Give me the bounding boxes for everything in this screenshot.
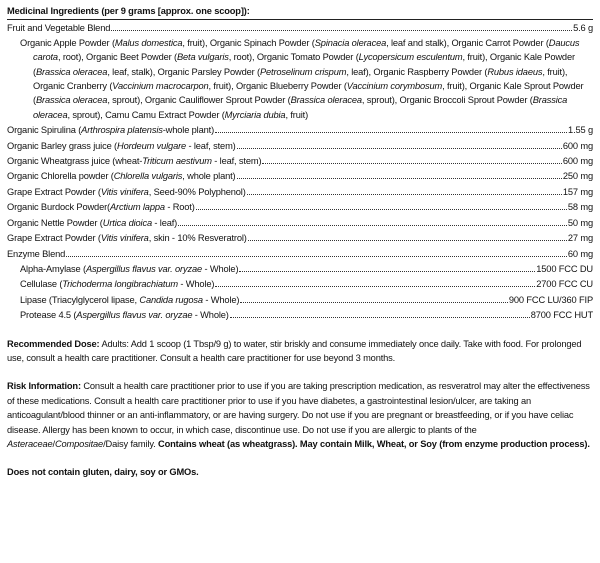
ingredient-amount: 157 mg bbox=[562, 186, 593, 197]
dot-leader bbox=[215, 122, 567, 133]
blend-desc-line: (Brassica oleracea, leaf, stalk), Organic Parsley Powder (Petroselinum crispum, leaf), Organic Raspberry Powder (Rubus idaeus, fruit), bbox=[33, 66, 568, 77]
dot-leader bbox=[215, 276, 535, 287]
ingredient-row bbox=[7, 230, 593, 245]
enzyme-name: Protease 4.5 (Aspergillus flavus var. oryzae - Whole) bbox=[20, 310, 229, 321]
spacer bbox=[7, 451, 593, 465]
enzyme-amount: 900 FCC LU/360 FIP bbox=[508, 294, 593, 305]
ingredient-row-blend bbox=[7, 20, 593, 35]
ingredient-name: Organic Spirulina (Arthrospira platensis-whole plant) bbox=[7, 125, 215, 136]
ingredient-row-enzyme-blend bbox=[7, 246, 593, 261]
ingredient-row bbox=[7, 168, 593, 183]
dot-leader bbox=[237, 138, 562, 149]
dot-leader bbox=[240, 292, 508, 303]
blend-desc-line: carota, root), Organic Beet Powder (Beta vulgaris, root), Organic Tomato Powder (Lycopersicum esculentum, fruit), Organic Kale Powder bbox=[33, 52, 575, 63]
ingredient-name: Organic Nettle Powder (Urtica dioica - leaf) bbox=[7, 217, 178, 228]
ingredient-row bbox=[7, 122, 593, 137]
risk-text: Consult a health care practitioner prior to use if you are taking prescription medication, as resveratrol may alter the effectiveness of these medications. Consult a health care practitioner prior to use if you have diabetes, a gastrointestinal lesion/ulcer, are taking an anticoagulant/blood thinner or an anti-inflammatory, or are having surgery. Do not use if you are pregnant or breastfeeding, or if you have celiac disease. Allergy has been known to occur, in which case, discontinue use. Do not use if you are allergic to plants of the Asteraceae/Compositae/Daisy family. bbox=[7, 381, 590, 449]
ingredient-row bbox=[7, 199, 593, 214]
ingredient-amount: 600 mg bbox=[562, 156, 593, 167]
ingredient-amount: 600 mg bbox=[562, 140, 593, 151]
allergen-statement: Contains wheat (as wheatgrass). May contain Milk, Wheat, or Soy (from enzyme production process). bbox=[158, 438, 590, 449]
free-from-statement: Does not contain gluten, dairy, soy or GMOs. bbox=[7, 467, 199, 478]
enzyme-list bbox=[7, 261, 593, 323]
ingredient-amount: 5.6 g bbox=[573, 23, 593, 34]
dot-leader bbox=[237, 168, 562, 179]
enzyme-amount: 1500 FCC DU bbox=[536, 263, 593, 274]
ingredient-name: Grape Extract Powder (Vitis vinifera, skin - 10% Resveratrol) bbox=[7, 233, 247, 244]
ingredients-heading: Medicinal Ingredients (per 9 grams [approx. one scoop]): bbox=[7, 6, 250, 16]
spacer bbox=[7, 323, 593, 337]
enzyme-amount: 8700 FCC HUT bbox=[530, 310, 593, 321]
ingredient-amount: 250 mg bbox=[562, 171, 593, 182]
enzyme-row bbox=[20, 261, 593, 276]
ingredient-name: Organic Wheatgrass juice (wheat-Triticum aestivum - leaf, stem) bbox=[7, 156, 262, 167]
enzyme-amount: 2700 FCC CU bbox=[536, 279, 593, 290]
risk-information bbox=[7, 379, 593, 451]
ingredient-row bbox=[7, 138, 593, 153]
dose-text: Adults: Add 1 scoop (1 Tbsp/9 g) to water, stir briskly and consume immediately once daily. Take with food. For prolonged use, consult a health care practitioner. Consult a health care practitioner for use beyond 3 months. bbox=[7, 338, 582, 363]
ingredient-amount: 27 mg bbox=[567, 233, 593, 244]
ingredient-row bbox=[7, 184, 593, 199]
ingredient-name: Organic Barley grass juice (Hordeum vulgare - leaf, stem) bbox=[7, 140, 236, 151]
dot-leader bbox=[111, 20, 572, 31]
enzyme-name: Alpha-Amylase (Aspergillus flavus var. oryzae - Whole) bbox=[20, 263, 239, 274]
recommended-dose bbox=[7, 337, 593, 366]
ingredient-name: Organic Chlorella powder (Chlorella vulgaris, whole plant) bbox=[7, 171, 236, 182]
dot-leader bbox=[248, 230, 567, 241]
blend-desc-line: Organic Apple Powder (Malus domestica, fruit), Organic Spinach Powder (Spinacia oleracea, leaf and stalk), Organic Carrot Powder (Daucus bbox=[20, 37, 580, 48]
ingredient-name: Organic Burdock Powder(Arctium lappa - Root) bbox=[7, 202, 195, 213]
dot-leader bbox=[262, 153, 561, 164]
ingredient-name: Fruit and Vegetable Blend bbox=[7, 23, 111, 34]
enzyme-row bbox=[20, 276, 593, 291]
blend-desc-line: Organic Cranberry (Vaccinium macrocarpon, fruit), Organic Blueberry Powder (Vaccinium corymbosum, fruit), Organic Kale Sprout Powder bbox=[33, 81, 584, 92]
enzyme-row bbox=[20, 292, 593, 307]
dose-label: Recommended Dose: bbox=[7, 338, 100, 349]
ingredient-amount: 50 mg bbox=[567, 217, 593, 228]
dot-leader bbox=[230, 307, 530, 318]
ingredient-name: Enzyme Blend bbox=[7, 248, 66, 259]
ingredient-amount: 1.55 g bbox=[568, 125, 593, 136]
dot-leader bbox=[66, 246, 567, 257]
ingredient-row bbox=[7, 153, 593, 168]
ingredient-amount: 58 mg bbox=[567, 202, 593, 213]
risk-label: Risk Information: bbox=[7, 381, 81, 392]
dot-leader bbox=[239, 261, 535, 272]
dot-leader bbox=[178, 215, 567, 226]
blend-desc-line: (Brassica oleracea, sprout), Organic Cauliflower Sprout Powder (Brassica oleracea, sprout), Organic Broccoli Sprout Powder (Brassica bbox=[33, 95, 568, 106]
enzyme-name: Cellulase (Trichoderma longibrachiatum - Whole) bbox=[20, 279, 215, 290]
ingredient-name: Grape Extract Powder (Vitis vinifera, Seed-90% Polyphenol) bbox=[7, 186, 246, 197]
enzyme-row bbox=[20, 307, 593, 322]
dot-leader bbox=[196, 199, 567, 210]
ingredient-row bbox=[7, 215, 593, 230]
dot-leader bbox=[247, 184, 562, 195]
ingredient-amount: 60 mg bbox=[567, 248, 593, 259]
blend-desc-line: oleracea, sprout), Camu Camu Extract Powder (Myrciaria dubia, fruit) bbox=[33, 109, 309, 120]
blend-description bbox=[7, 36, 593, 122]
spacer bbox=[7, 365, 593, 379]
enzyme-name: Lipase (Triacylglycerol lipase, Candida rugosa - Whole) bbox=[20, 294, 240, 305]
